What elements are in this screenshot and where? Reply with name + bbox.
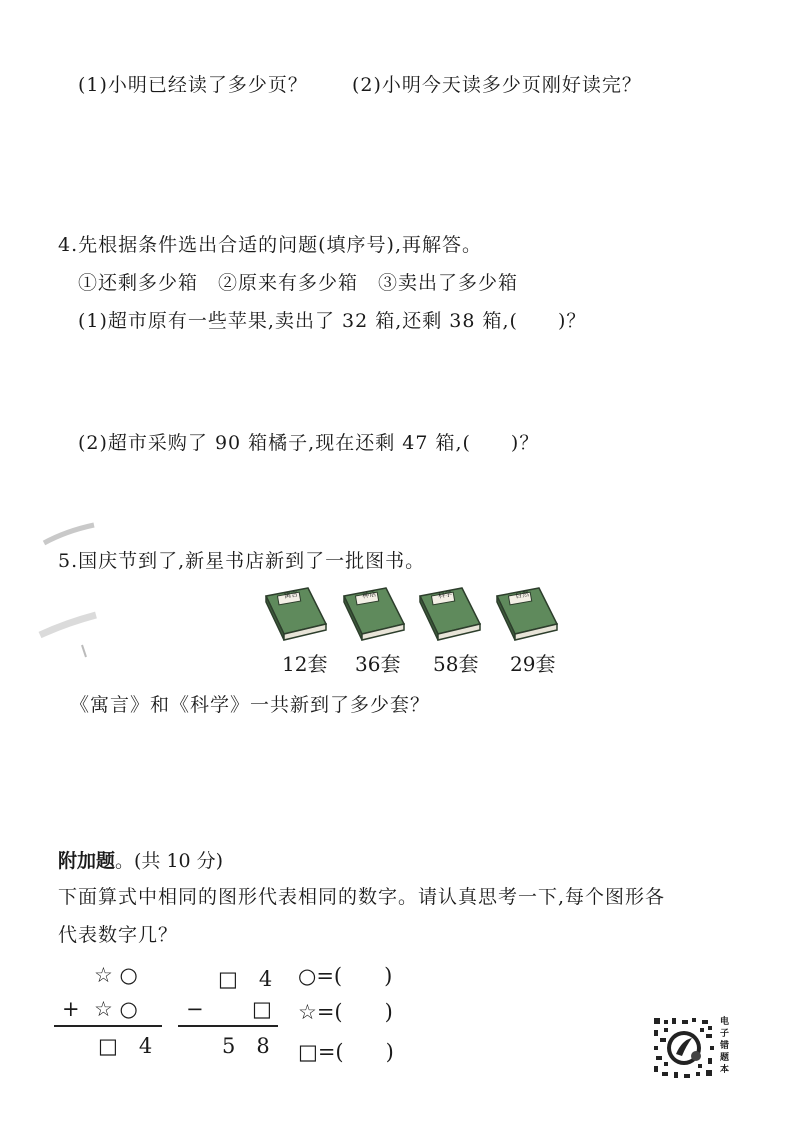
q4-title: 4.先根据条件选出合适的问题(填序号),再解答。 — [58, 234, 482, 256]
q3-sub2: (2)小明今天读多少页刚好读完？ — [352, 74, 642, 96]
book-count-shenhua: 36套 — [355, 652, 401, 676]
q3-sub1: (1)小明已经读了多少页？ — [78, 74, 308, 96]
eq2-rule — [178, 1025, 278, 1027]
book-label: 神话 — [361, 589, 377, 601]
eq1-row2: ☆ ○ — [94, 997, 138, 1021]
qr-code[interactable] — [652, 1016, 716, 1080]
book-count-ziran: 29套 — [510, 652, 556, 676]
q4-sub2: (2)超市采购了 90 箱橘子,现在还剩 47 箱,( )？ — [78, 432, 540, 454]
answer-circle: ○=( ) — [298, 964, 393, 988]
book-shenhua — [340, 584, 408, 646]
eq2-result: 5 8 — [222, 1034, 270, 1058]
eq1-rule — [54, 1025, 162, 1027]
answer-star: ☆=( ) — [298, 1000, 393, 1024]
book-count-yuyan: 12套 — [282, 652, 328, 676]
qr-label — [720, 1016, 732, 1076]
book-yuyan — [262, 584, 330, 646]
qr-label-char: 电 — [720, 1017, 730, 1027]
qr-label-char: 题 — [720, 1053, 730, 1063]
eq2-row2: □ — [252, 997, 272, 1021]
bonus-title: 附加题 — [58, 850, 116, 872]
eq2-row1: □ 4 — [218, 967, 273, 991]
scan-smudge — [36, 515, 106, 665]
bonus-line1: 下面算式中相同的图形代表相同的数字。请认真思考一下,每个图形各 — [58, 886, 666, 908]
qr-label-char: 错 — [720, 1041, 730, 1051]
book-label: 寓言 — [283, 589, 299, 601]
q4-options: ①还剩多少箱 ②原来有多少箱 ③卖出了多少箱 — [78, 272, 519, 294]
answer-square: □=( ) — [298, 1040, 394, 1064]
q4-sub1: (1)超市原有一些苹果,卖出了 32 箱,还剩 38 箱,( )？ — [78, 310, 587, 332]
book-kexue — [416, 584, 484, 646]
eq1-operator: + — [62, 997, 80, 1021]
eq1-result: □ 4 — [98, 1034, 153, 1058]
q5-title: 5.国庆节到了,新星书店新到了一批图书。 — [58, 550, 426, 572]
eq2-operator: − — [186, 997, 204, 1021]
qr-label-char: 子 — [720, 1029, 730, 1039]
bonus-heading — [58, 846, 223, 873]
book-label: 科学 — [437, 589, 453, 601]
eq1-row1: ☆ ○ — [94, 963, 138, 987]
book-ziran — [493, 584, 561, 646]
book-count-kexue: 58套 — [433, 652, 479, 676]
bonus-line2: 代表数字几？ — [58, 924, 179, 946]
book-label: 自然 — [514, 589, 530, 601]
q5-question: 《寓言》和《科学》一共新到了多少套？ — [70, 694, 431, 716]
bonus-score: 。(共 10 分) — [115, 850, 224, 872]
qr-label-char: 本 — [720, 1065, 730, 1075]
